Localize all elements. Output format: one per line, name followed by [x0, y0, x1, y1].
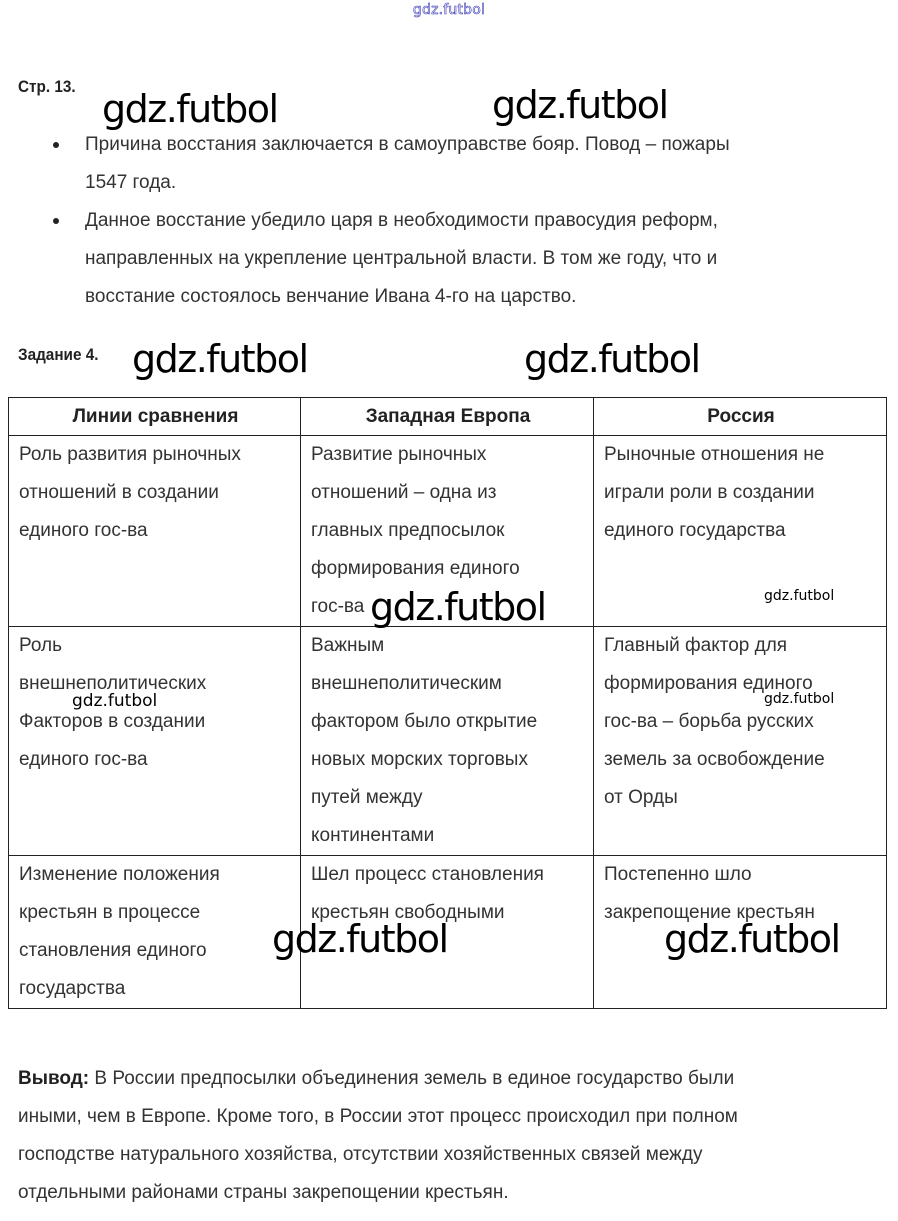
text-line: Постепенно шло: [604, 864, 752, 885]
watermark: gdz.futbol: [664, 917, 840, 961]
text-line: гос-ва: [311, 596, 365, 617]
watermark: gdz.futbol: [492, 83, 668, 127]
text-line: иными, чем в Европе. Кроме того, в России этот процесс происходил при полном: [18, 1106, 738, 1127]
column-header: Россия: [594, 398, 887, 436]
text-line: восстание состоялось венчание Ивана 4-го на царство.: [85, 286, 577, 307]
bullet-dot-icon: [53, 142, 59, 148]
watermark: gdz.futbol: [72, 691, 158, 711]
text-line: Шел процесс становления: [311, 864, 544, 885]
text-line: крестьян в процессе: [19, 902, 201, 923]
text-line: Рыночные отношения не: [604, 444, 825, 465]
text-line: единого гос-ва: [19, 749, 148, 770]
text-line: Развитие рыночных: [311, 444, 487, 465]
text-line: континентами: [311, 825, 435, 846]
watermark-top: gdz.futbol: [412, 2, 486, 18]
bullet-dot-icon: [53, 218, 59, 224]
bullet-item: [50, 202, 870, 316]
text-line: Важным: [311, 635, 385, 656]
text-line: главных предпосылок: [311, 520, 505, 541]
bullet-list: [50, 126, 870, 316]
table-cell: [594, 627, 887, 856]
text-line: отдельными районами страны закрепощении крестьян.: [18, 1182, 509, 1203]
text-line: господстве натурального хозяйства, отсутствии хозяйственных связей между: [18, 1144, 703, 1165]
watermark: gdz.futbol: [524, 337, 700, 381]
text-line: государства: [19, 978, 126, 999]
text-line: путей между: [311, 787, 423, 808]
text-line: отношений в создании: [19, 482, 219, 503]
table-cell: [9, 436, 301, 627]
watermark: gdz.futbol: [764, 691, 835, 707]
table-header-row: [9, 398, 887, 436]
conclusion: [18, 1060, 888, 1212]
text-line: 1547 года.: [85, 172, 177, 193]
text-line: Главный фактор для: [604, 635, 788, 656]
watermark: gdz.futbol: [272, 917, 448, 961]
text-line: единого государства: [604, 520, 786, 541]
page-heading: Стр. 13.: [18, 77, 76, 96]
watermark: gdz.futbol: [132, 337, 308, 381]
text-line: становления единого: [19, 940, 207, 961]
text-line: [18, 1060, 888, 1098]
watermark: gdz.futbol: [764, 588, 835, 604]
text-line: Изменение положения: [19, 864, 220, 885]
table-row: [9, 627, 887, 856]
text-line: формирования единого: [604, 673, 813, 694]
text-line: гос-ва – борьба русских: [604, 711, 814, 732]
text-line: земель за освобождение: [604, 749, 825, 770]
conclusion-text: В России предпосылки объединения земель в единое государство были: [89, 1068, 735, 1089]
table-cell: [9, 627, 301, 856]
text-line: играли роли в создании: [604, 482, 815, 503]
text-line: единого гос-ва: [19, 520, 148, 541]
task-heading: Задание 4.: [18, 345, 99, 364]
text-line: крестьян свободными: [311, 902, 505, 923]
text-line: новых морских торговых: [311, 749, 528, 770]
text-line: внешнеполитическим: [311, 673, 502, 694]
text-line: фактором было открытие: [311, 711, 538, 732]
text-line: внешнеполитических: [19, 673, 207, 694]
text-line: Роль: [19, 635, 62, 656]
conclusion-label: Вывод:: [18, 1068, 90, 1089]
column-header: Западная Европа: [301, 398, 594, 436]
table-cell: [594, 436, 887, 627]
bullet-item: [50, 126, 870, 202]
table-cell: [301, 627, 594, 856]
text-line: Факторов в создании: [19, 711, 206, 732]
text-line: от Орды: [604, 787, 678, 808]
text-line: отношений – одна из: [311, 482, 497, 503]
text-line: формирования единого: [311, 558, 520, 579]
text-line: Роль развития рыночных: [19, 444, 241, 465]
watermark: gdz.futbol: [370, 585, 546, 629]
text-line: направленных на укрепление центральной власти. В том же году, что и: [85, 248, 718, 269]
watermark: gdz.futbol: [102, 87, 278, 131]
text-line: Причина восстания заключается в самоуправстве бояр. Повод – пожары: [85, 134, 730, 155]
text-line: Данное восстание убедило царя в необходимости правосудия реформ,: [85, 210, 718, 231]
table-cell: [9, 856, 301, 1009]
column-header: Линии сравнения: [9, 398, 301, 436]
text-line: закрепощение крестьян: [604, 902, 815, 923]
